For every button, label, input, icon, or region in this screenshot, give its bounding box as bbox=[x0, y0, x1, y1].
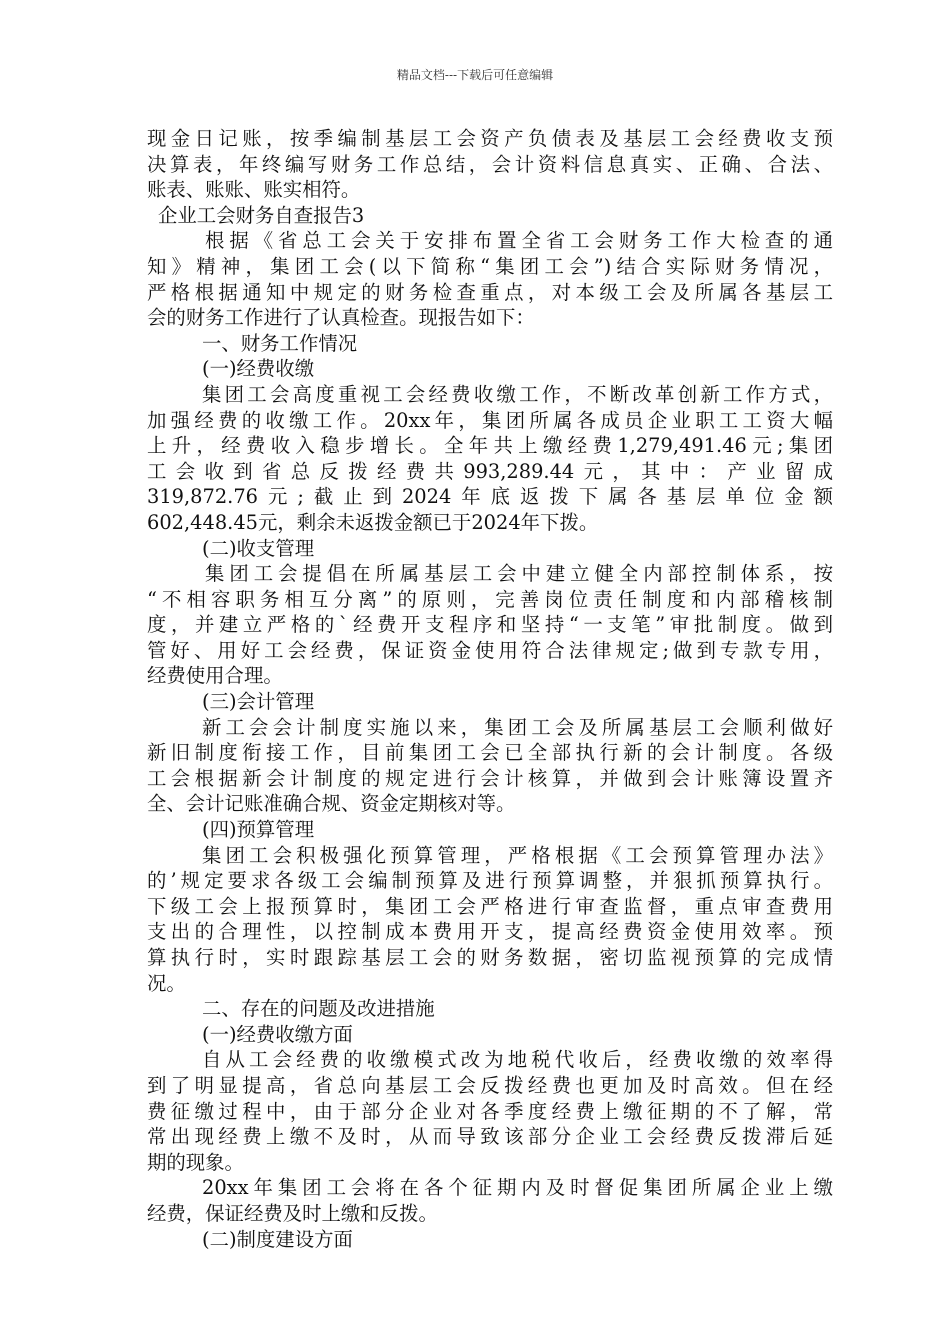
paragraph-line: 期的现象。 bbox=[147, 1150, 244, 1174]
section-heading: 二、存在的问题及改进措施 bbox=[202, 997, 435, 1021]
paragraph-line: 管好、用好工会经费，保证资金使用符合法律规定;做到专款专用， bbox=[147, 638, 833, 662]
paragraph-line: 知》精神，集团工会(以下简称“集团工会”)结合实际财务情况， bbox=[147, 254, 833, 278]
paragraph-line: 上升，经费收入稳步增长。全年共上缴经费1,279,491.46元;集团 bbox=[147, 434, 833, 458]
paragraph-line: 现金日记账，按季编制基层工会资产负债表及基层工会经费收支预 bbox=[147, 127, 833, 150]
paragraph-line: 新工会会计制度实施以来，集团工会及所属基层工会顺利做好 bbox=[202, 715, 833, 739]
paragraph-line: 工会根据新会计制度的规定进行会计核算，并做到会计账簿设置齐 bbox=[147, 766, 833, 790]
paragraph-line: 下级工会上报预算时，集团工会严格进行审查监督，重点审查费用 bbox=[147, 894, 833, 918]
document-body bbox=[147, 126, 833, 1252]
paragraph-line: 加强经费的收缴工作。20xx年，集团所属各成员企业职工工资大幅 bbox=[147, 408, 833, 432]
section-heading: 一、财务工作情况 bbox=[202, 331, 358, 355]
paragraph-line: 常出现经费上缴不及时，从而导致该部分企业工会经费反拨滞后延 bbox=[147, 1125, 833, 1149]
subsection-heading: (一)经费收缴 bbox=[202, 357, 315, 381]
paragraph-line: 新旧制度衔接工作，目前集团工会已全部执行新的会计制度。各级 bbox=[147, 741, 833, 765]
paragraph-line: 经费使用合理。 bbox=[147, 664, 283, 688]
subsection-heading: (一)经费收缴方面 bbox=[202, 1022, 353, 1046]
subsection-heading: (四)预算管理 bbox=[202, 818, 315, 842]
paragraph-line: “不相容职务相互分离”的原则，完善岗位责任制度和内部稽核制 bbox=[147, 587, 833, 611]
paragraph-line: 集团工会积极强化预算管理，严格根据《工会预算管理办法》 bbox=[202, 843, 833, 867]
paragraph-line: 602,448.45元，剩余未返拨金额已于2024年下拨。 bbox=[147, 510, 599, 534]
subsection-heading: (二)制度建设方面 bbox=[202, 1227, 353, 1251]
subsection-heading: (二)收支管理 bbox=[202, 536, 315, 560]
paragraph-line: 严格根据通知中规定的财务检查重点，对本级工会及所属各基层工 bbox=[147, 280, 833, 304]
paragraph-line: 支出的合理性，以控制成本费用开支，提高经费资金使用效率。预 bbox=[147, 920, 833, 944]
paragraph-line: 集团工会高度重视工会经费收缴工作，不断改革创新工作方式， bbox=[202, 382, 833, 406]
paragraph-line: 集团工会提倡在所属基层工会中建立健全内部控制体系，按 bbox=[205, 562, 833, 586]
paragraph-line: 20xx年集团工会将在各个征期内及时督促集团所属企业上缴 bbox=[202, 1176, 833, 1200]
paragraph-line: 算执行时，实时跟踪基层工会的财务数据，密切监视预算的完成情 bbox=[147, 946, 833, 969]
paragraph-line: 账表、账账、账实相符。 bbox=[147, 178, 361, 202]
paragraph-line: 度，并建立严格的`经费开支程序和坚持“一支笔”审批制度。做到 bbox=[147, 613, 833, 637]
section-title: 企业工会财务自查报告3 bbox=[158, 203, 365, 227]
paragraph-line: 319,872.76元;截止到2024年底返拨下属各基层单位金额 bbox=[147, 485, 833, 509]
subsection-heading: (三)会计管理 bbox=[202, 690, 315, 714]
paragraph-line: 决算表，年终编写财务工作总结，会计资料信息真实、正确、合法、 bbox=[147, 152, 833, 176]
paragraph-line: 费征缴过程中，由于部分企业对各季度经费上缴征期的不了解，常 bbox=[147, 1099, 833, 1123]
paragraph-line: 工会收到省总反拨经费共993,289.44元，其中：产业留成 bbox=[147, 459, 833, 483]
paragraph-line: 全、会计记账准确合规、资金定期核对等。 bbox=[147, 792, 516, 816]
paragraph-line: 根据《省总工会关于安排布置全省工会财务工作大检查的通 bbox=[205, 229, 833, 253]
paragraph-line: 况。 bbox=[147, 971, 186, 995]
page-header: 精品文档---下载后可任意编辑 bbox=[396, 68, 554, 82]
paragraph-line: 的’规定要求各级工会编制预算及进行预算调整，并狠抓预算执行。 bbox=[147, 869, 833, 893]
paragraph-line: 经费，保证经费及时上缴和反拨。 bbox=[147, 1201, 438, 1225]
paragraph-line: 会的财务工作进行了认真检查。现报告如下： bbox=[147, 306, 535, 330]
paragraph-line: 到了明显提高，省总向基层工会反拨经费也更加及时高效。但在经 bbox=[147, 1073, 833, 1097]
paragraph-line: 自从工会经费的收缴模式改为地税代收后，经费收缴的效率得 bbox=[202, 1048, 833, 1072]
